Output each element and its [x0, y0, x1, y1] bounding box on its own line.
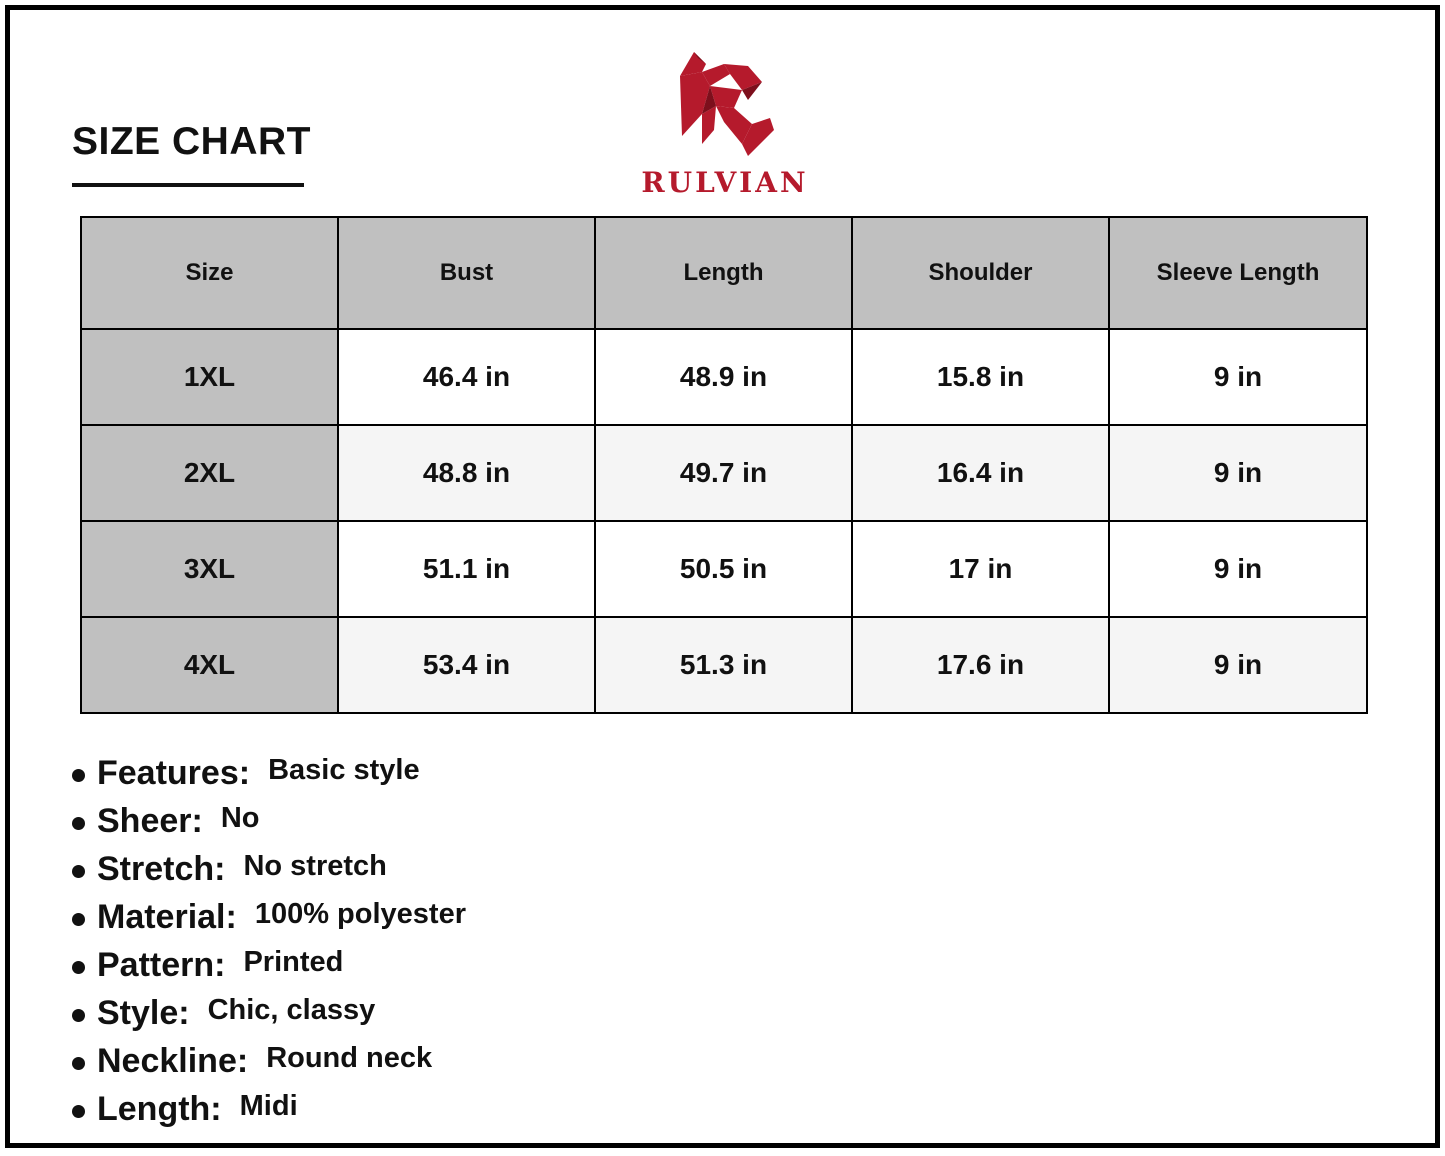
feature-list: [72, 752, 466, 1136]
bullet-icon: [72, 1057, 85, 1070]
size-cell: 3XL: [81, 521, 338, 617]
header-size: Size: [81, 217, 338, 329]
sleeve-length-cell: 9 in: [1109, 521, 1367, 617]
sleeve-length-cell: 9 in: [1109, 425, 1367, 521]
table-row: [81, 425, 1367, 521]
feature-value: No stretch: [243, 850, 387, 882]
feature-value: Printed: [243, 946, 344, 978]
shoulder-cell: 17.6 in: [852, 617, 1109, 713]
page-title: SIZE CHART: [72, 120, 311, 163]
length-cell: 49.7 in: [595, 425, 852, 521]
bust-cell: 46.4 in: [338, 329, 595, 425]
bullet-icon: [72, 1105, 85, 1118]
feature-value: Basic style: [268, 754, 420, 786]
header-shoulder: Shoulder: [852, 217, 1109, 329]
feature-label: Length:: [97, 1090, 222, 1128]
length-cell: 50.5 in: [595, 521, 852, 617]
length-cell: 48.9 in: [595, 329, 852, 425]
header-length: Length: [595, 217, 852, 329]
list-item: [72, 848, 466, 896]
list-item: [72, 1088, 466, 1136]
size-table: [80, 216, 1368, 714]
list-item: [72, 1040, 466, 1088]
size-cell: 2XL: [81, 425, 338, 521]
title-underline: [72, 183, 304, 187]
feature-label: Sheer:: [97, 802, 203, 840]
list-item: [72, 896, 466, 944]
bullet-icon: [72, 865, 85, 878]
list-item: [72, 992, 466, 1040]
table-row: [81, 329, 1367, 425]
bullet-icon: [72, 817, 85, 830]
header-sleeve-length: Sleeve Length: [1109, 217, 1367, 329]
bullet-icon: [72, 1009, 85, 1022]
feature-value: 100% polyester: [254, 898, 466, 930]
feature-label: Pattern:: [97, 946, 226, 984]
feature-value: Round neck: [266, 1042, 433, 1074]
bust-cell: 48.8 in: [338, 425, 595, 521]
feature-label: Neckline:: [97, 1042, 249, 1080]
bust-cell: 53.4 in: [338, 617, 595, 713]
brand-logo-icon: [672, 52, 776, 162]
shoulder-cell: 17 in: [852, 521, 1109, 617]
brand-name: RULVIAN: [641, 166, 809, 199]
length-cell: 51.3 in: [595, 617, 852, 713]
shoulder-cell: 16.4 in: [852, 425, 1109, 521]
shoulder-cell: 15.8 in: [852, 329, 1109, 425]
size-cell: 1XL: [81, 329, 338, 425]
feature-label: Features:: [97, 754, 251, 792]
list-item: [72, 800, 466, 848]
feature-label: Style:: [97, 994, 190, 1032]
bullet-icon: [72, 961, 85, 974]
table-header-row: [81, 217, 1367, 329]
list-item: [72, 752, 466, 800]
bullet-icon: [72, 913, 85, 926]
header-bust: Bust: [338, 217, 595, 329]
sleeve-length-cell: 9 in: [1109, 329, 1367, 425]
bust-cell: 51.1 in: [338, 521, 595, 617]
sleeve-length-cell: 9 in: [1109, 617, 1367, 713]
feature-label: Material:: [97, 898, 237, 936]
feature-label: Stretch:: [97, 850, 226, 888]
feature-value: No: [220, 802, 260, 834]
bullet-icon: [72, 769, 85, 782]
feature-value: Chic, classy: [207, 994, 376, 1026]
size-cell: 4XL: [81, 617, 338, 713]
table-row: [81, 521, 1367, 617]
feature-value: Midi: [239, 1090, 298, 1122]
list-item: [72, 944, 466, 992]
table-row: [81, 617, 1367, 713]
